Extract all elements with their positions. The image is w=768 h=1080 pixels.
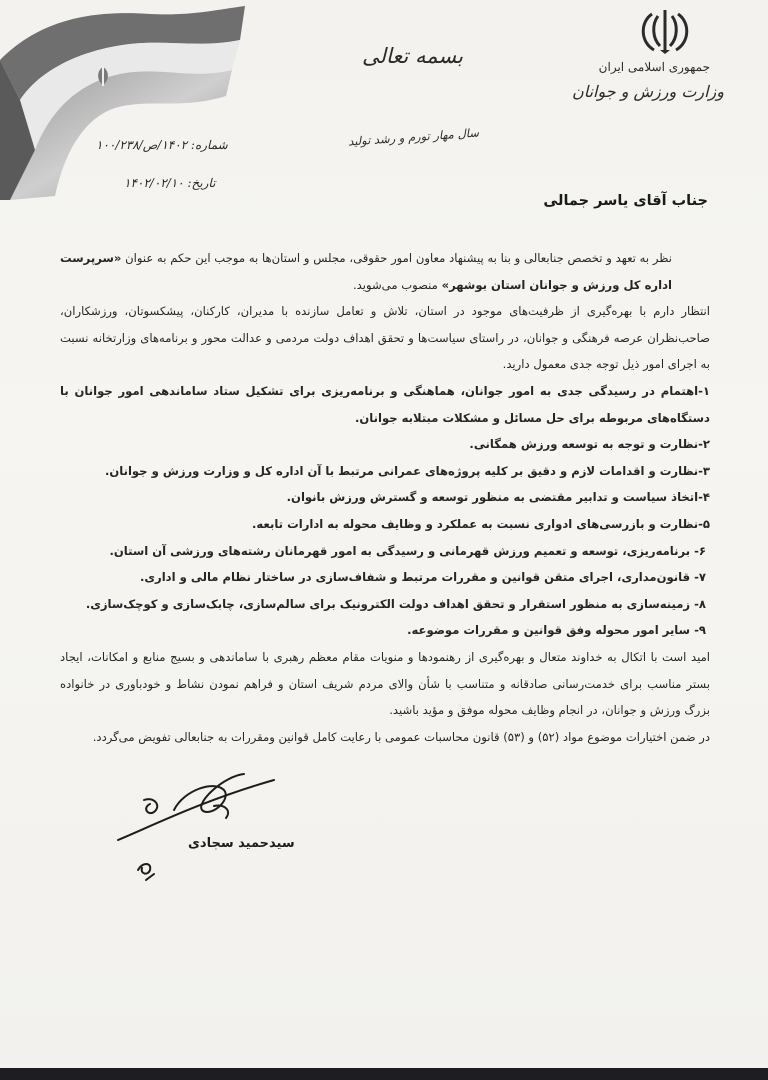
list-item: ۶- برنامه‌ریزی، توسعه و تعمیم ورزش قهرمانی و رسیدگی به امور قهرمانان رشته‌های ورزشی آن استان. — [109, 543, 706, 558]
list-item: ۹- سایر امور محوله وفق قوانین و مقررات موضوعه. — [407, 623, 706, 638]
iran-emblem-icon — [636, 6, 694, 56]
year-motto: سال مهار تورم و رشد تولید — [347, 125, 480, 149]
letter-date — [124, 176, 215, 190]
signatory-name: سیدحمید سجادی — [188, 836, 295, 851]
expectation-paragraph: انتظار دارم با بهره‌گیری از ظرفیت‌های موجود در استان، تلاش و تعامل سازنده با مدیران، کارکنان، پیشکسوتان، ورزشکاران، صاحب‌نظران عرصه فرهنگی و جوانان، در راستای سیاست‌ها و تحقق اهداف دولت مردمی و عدالت محور و برنامه‌های وزارتخانه نسبت به اجرای امور ذیل توجه جدی معمول دارید. — [60, 304, 710, 372]
iran-flag-ribbon-icon — [0, 0, 250, 200]
letter-date-label: تاریخ: — [187, 176, 216, 190]
letter-body — [60, 245, 710, 750]
basmala: بسمه تعالی — [362, 44, 463, 68]
intro-text-b: منصوب می‌شوید. — [352, 277, 442, 292]
letter-date-value: ۱۴۰۲/۰۲/۱۰ — [124, 176, 184, 190]
intro-text-a: نظر به تعهد و تخصص جنابعالی و بنا به پیشنهاد معاون امور حقوقی، مجلس و استان‌ها به موجب این حکم به عنوان — [121, 251, 672, 265]
closing-paragraph: امید است با اتکال به خداوند متعال و بهره‌گیری از رهنمودها و منویات مقام معظم رهبری با ساماندهی و بسیج منابع و امکانات، ایجاد بستر مناسب برای خدمت‌رسانی صادقانه و متناسب با شأن والای مردم شریف استان و فراهم نمودن نشاط و خودباوری در خانواده بزرگ ورزش و جوانان، در انجام وظایف محوله موفق و مؤید باشید. — [60, 649, 710, 718]
delegation-paragraph: در ضمن اختیارات موضوع مواد (۵۲) و (۵۳) قانون محاسبات عمومی با رعایت کامل قوانین ومقررات به جنابعالی تفویض می‌گردد. — [92, 729, 710, 744]
list-item: ۴-اتخاذ سیاست و تدابیر مقتضی به منظور توسعه و گسترش ورزش بانوان. — [286, 490, 710, 505]
intro-paragraph — [60, 245, 710, 298]
list-item: ۸- زمینه‌سازی به منظور استقرار و تحقق اهداف دولت الکترونیک برای سالم‌سازی، چابک‌سازی و کوچک‌سازی. — [85, 596, 706, 611]
list-item: ۲-نظارت و توجه به توسعه ورزش همگانی. — [469, 437, 710, 452]
signature-scribble — [114, 770, 284, 890]
list-item: ۷- قانون‌مداری، اجرای متقن قوانین و مقررات مرتبط و شفاف‌سازی در ساختار نظام مالی و اداری. — [139, 570, 706, 585]
list-item: ۳-نظارت و اقدامات لازم و دقیق بر کلیه پروژه‌های عمرانی مرتبط با آن اداره کل و وزارت ورزش و جوانان. — [104, 463, 710, 478]
letter-number — [96, 138, 228, 152]
letter-number-label: شماره: — [190, 138, 228, 152]
org-line-1: جمهوری اسلامی ایران — [598, 60, 710, 74]
recipient: جناب آقای یاسر جمالی — [543, 193, 708, 209]
list-item: ۱-اهتمام در رسیدگی جدی به امور جوانان، هماهنگی و برنامه‌ریزی برای تشکیل ستاد ساماندهی امور جوانان با دستگاه‌های مربوطه برای حل مسائل و مشکلات مبتلابه جوانان. — [60, 383, 710, 425]
letter-number-value: ۱۴۰۲/ص/۱۰۰/۲۳۸ — [96, 138, 188, 152]
appointment-title: «سرپرست اداره کل ورزش و جوانان استان بوشهر» — [60, 251, 672, 292]
org-line-2: وزارت ورزش و جوانان — [571, 82, 724, 101]
list-item: ۵-نظارت و بازرسی‌های ادواری نسبت به عملکرد و وظایف محوله به ادارات تابعه. — [252, 516, 710, 531]
